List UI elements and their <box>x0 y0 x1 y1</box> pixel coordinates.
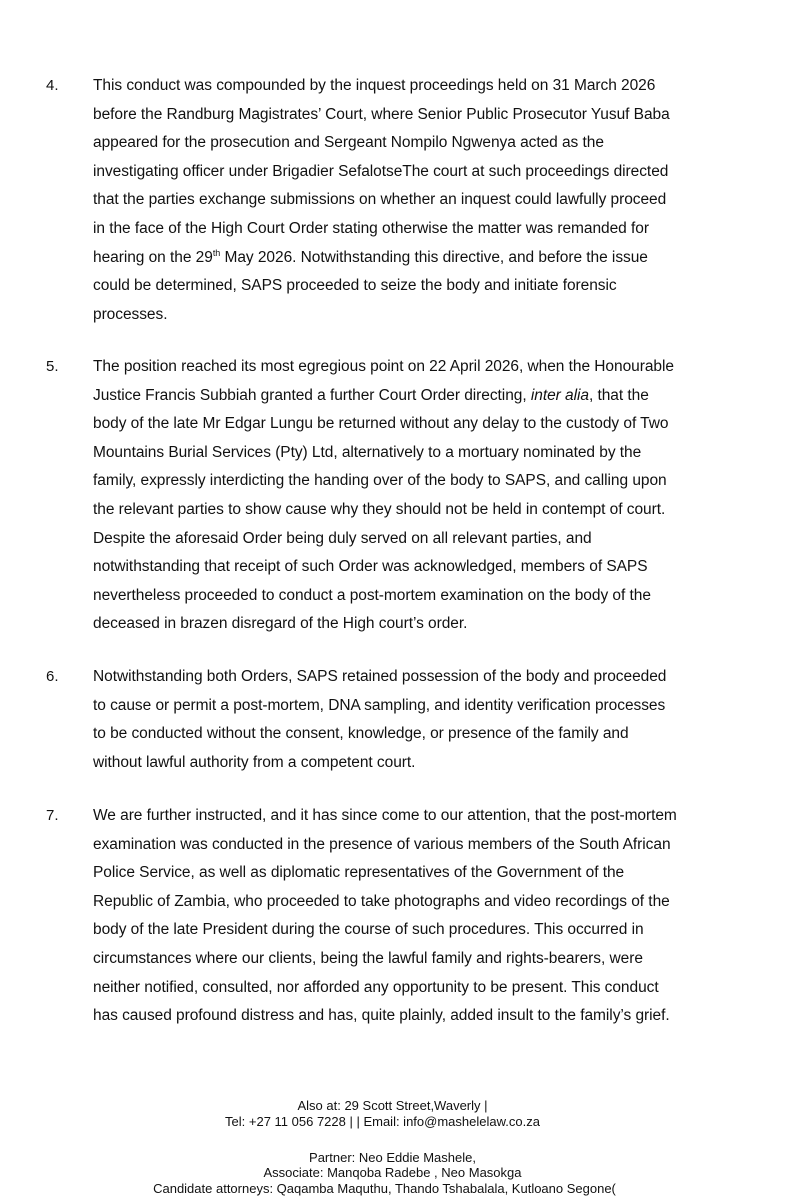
footer-contact: Tel: +27 11 056 7228 | | Email: info@mashelelaw.co.za <box>225 1113 540 1129</box>
text-line: Despite the aforesaid Order being duly served on all relevant parties, and <box>93 529 592 547</box>
text-line: appeared for the prosecution and Sergeant Nompilo Ngwenya acted as the <box>93 134 604 152</box>
text-line: notwithstanding that receipt of such Order was acknowledged, members of SAPS <box>93 558 648 576</box>
text-line: to cause or permit a post-mortem, DNA sampling, and identity verification processes <box>93 696 666 714</box>
paragraph-number: 5. <box>46 358 59 375</box>
text-line: We are further instructed, and it has since come to our attention, that the post-mortem <box>93 807 677 824</box>
text-line: without lawful authority from a competent court. <box>93 753 416 771</box>
text-line: processes. <box>93 305 168 323</box>
text-line: in the face of the High Court Order stating otherwise the matter was remanded for <box>93 219 649 237</box>
paragraph-body <box>93 802 723 1031</box>
paragraph-number: 4. <box>46 77 59 94</box>
text-line: that the parties exchange submissions on whether an inquest could lawfully proceed <box>93 191 667 209</box>
paragraph-body <box>93 353 723 639</box>
text-line: investigating officer under Brigadier SefalotseThe court at such proceedings directed <box>93 162 669 180</box>
footer-partner: Partner: Neo Eddie Mashele, <box>309 1149 476 1165</box>
text-line: nevertheless proceeded to conduct a post-mortem examination on the body of the <box>93 586 651 604</box>
text-line: before the Randburg Magistrates’ Court, where Senior Public Prosecutor Yusuf Baba <box>93 105 670 123</box>
text-segment: Justice Francis Subbiah granted a further Court Order directing, <box>93 386 531 404</box>
text-line <box>93 244 723 273</box>
italic-term: inter alia <box>530 386 589 404</box>
page-footer <box>0 1098 785 1197</box>
text-segment: May 2026. Notwithstanding this directive, and before the issue <box>220 248 648 266</box>
text-line: circumstances where our clients, being the lawful family and rights-bearers, were <box>93 949 643 967</box>
text-line: Republic of Zambia, who proceeded to take photographs and video recordings of the <box>93 892 670 910</box>
text-line: Mountains Burial Services (Pty) Ltd, alternatively to a mortuary nominated by the <box>93 443 642 461</box>
text-line: body of the late President during the course of such procedures. This occurred in <box>93 921 644 939</box>
text-line: Notwithstanding both Orders, SAPS retained possession of the body and proceeded <box>93 668 667 685</box>
text-line: body of the late Mr Edgar Lungu be returned without any delay to the custody of Two <box>93 415 669 433</box>
footer-address: Also at: 29 Scott Street,Waverly | <box>297 1098 488 1113</box>
text-line <box>93 382 723 411</box>
footer-associate: Associate: Manqoba Radebe , Neo Masokga <box>263 1165 522 1181</box>
text-line: the relevant parties to show cause why they should not be held in contempt of court. <box>93 500 666 518</box>
text-line: Police Service, as well as diplomatic representatives of the Government of the <box>93 864 625 882</box>
text-line: The position reached its most egregious point on 22 April 2026, when the Honourable <box>93 358 674 375</box>
text-segment: hearing on the 29 <box>93 248 213 266</box>
text-line: to be conducted without the consent, knowledge, or presence of the family and <box>93 725 629 743</box>
paragraph-number: 7. <box>46 807 59 824</box>
paragraph-body <box>93 663 723 777</box>
text-line: examination was conducted in the presence of various members of the South African <box>93 835 671 853</box>
text-line: deceased in brazen disregard of the High court’s order. <box>93 615 468 633</box>
text-line: This conduct was compounded by the inquest proceedings held on 31 March 2026 <box>93 77 656 94</box>
text-line: family, expressly interdicting the handing over of the body to SAPS, and calling upon <box>93 472 667 490</box>
paragraph-body <box>93 72 723 329</box>
text-line: neither notified, consulted, nor afforded any opportunity to be present. This conduct <box>93 978 659 996</box>
text-line: could be determined, SAPS proceeded to seize the body and initiate forensic <box>93 277 617 295</box>
text-segment: , that the <box>588 386 649 404</box>
footer-candidates: Candidate attorneys: Qaqamba Maquthu, Thando Tshabalala, Kutloano Segone( <box>153 1181 616 1197</box>
superscript-ordinal: th <box>212 247 221 258</box>
text-line: has caused profound distress and has, quite plainly, added insult to the family’s grief. <box>93 1007 670 1025</box>
paragraph-number: 6. <box>46 668 59 685</box>
